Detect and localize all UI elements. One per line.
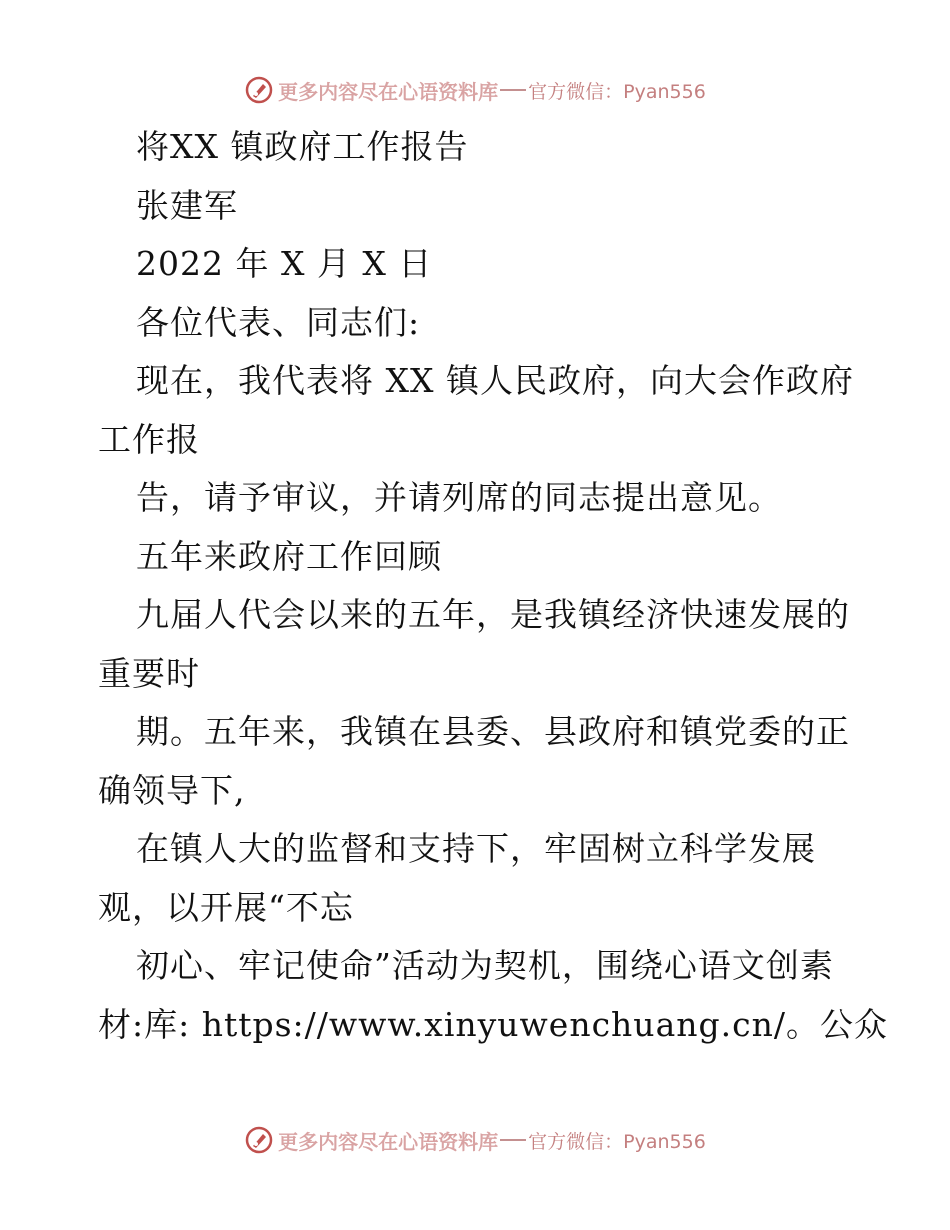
document-line: 张建军 (136, 185, 238, 225)
document-line: 将XX 镇政府工作报告 (136, 127, 469, 166)
watermark-footer (0, 1120, 950, 1160)
document-line: 材:库: https://www.xinyuwenchuang.cn/。公众 (98, 1004, 888, 1044)
watermark-header (0, 70, 950, 110)
document-line: 观，以开展“不忘 (98, 887, 354, 927)
watermark-contact: 官方微信：Pyan556 (528, 80, 706, 103)
watermark-text: 更多内容尽在心语资料库 (278, 79, 499, 104)
document-line: 初心、牢记使命”活动为契机，围绕心语文创素 (136, 946, 834, 985)
document-line: 确领导下, (98, 770, 246, 810)
document-line: 重要时 (98, 653, 200, 693)
document-line: 2022 年 X 月 X 日 (136, 244, 433, 283)
document-line: 九届人代会以来的五年，是我镇经济快速发展的 (136, 595, 850, 634)
document-line: 期。五年来，我镇在县委、县政府和镇党委的正 (136, 712, 850, 751)
watermark-contact: 官方微信：Pyan556 (528, 1130, 706, 1153)
watermark-text: 更多内容尽在心语资料库 (278, 1129, 499, 1154)
document-body (98, 118, 888, 1054)
document-line: 各位代表、同志们: (136, 302, 421, 342)
pen-nib-logo-icon (244, 75, 274, 105)
watermark-dash (500, 89, 526, 91)
document-line: 告，请予审议，并请列席的同志提出意见。 (136, 478, 782, 517)
document-line: 五年来政府工作回顾 (136, 536, 442, 576)
watermark-dash (500, 1139, 526, 1141)
document-line: 工作报 (98, 419, 200, 459)
pen-nib-logo-icon (244, 1125, 274, 1155)
document-line: 现在，我代表将 XX 镇人民政府，向大会作政府 (136, 361, 854, 400)
document-line: 在镇人大的监督和支持下，牢固树立科学发展 (136, 829, 816, 868)
